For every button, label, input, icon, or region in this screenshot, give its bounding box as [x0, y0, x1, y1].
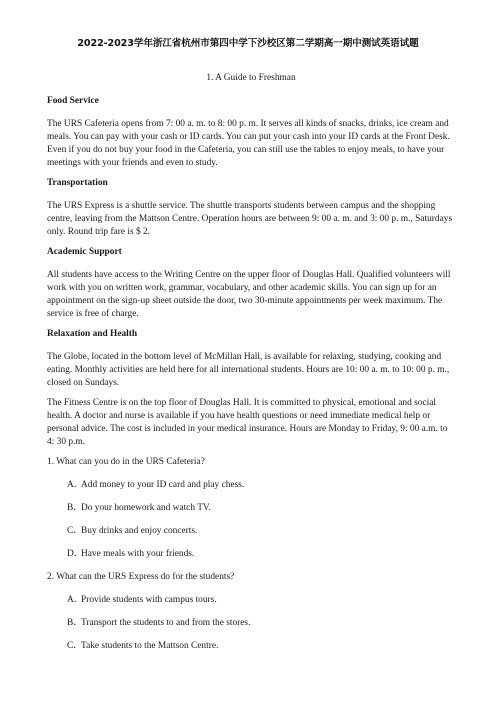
option-text: Provide students with campus tours. — [81, 595, 217, 605]
section-transportation — [47, 177, 455, 239]
option-letter: B． — [67, 618, 83, 628]
option-list — [47, 479, 455, 561]
section-heading: Food Service — [47, 96, 99, 106]
option-text: Add money to your ID card and play chess. — [81, 480, 245, 490]
question-stem: 2. What can the URS Express do for the students? — [47, 572, 235, 582]
option-text: Do your homework and watch TV. — [81, 503, 211, 513]
question-stem: 1. What can you do in the URS Cafeteria? — [47, 457, 205, 467]
option-letter: D． — [67, 549, 84, 559]
option-letter: C． — [67, 526, 83, 536]
option-letter: A． — [67, 595, 84, 605]
question-2 — [47, 571, 455, 653]
option-list — [47, 594, 455, 653]
option-text: Transport the students to and from the stores. — [81, 618, 251, 628]
section-heading: Academic Support — [47, 247, 122, 257]
option-c — [67, 525, 455, 538]
option-c — [67, 640, 455, 653]
section-academic-support — [47, 246, 455, 321]
exam-content — [47, 72, 455, 663]
exam-title: 2022-2023学年浙江省杭州市第四中学下沙校区第二学期高一期中测试英语试题 — [77, 38, 419, 49]
section-paragraph: The URS Express is a shuttle service. The shuttle transports students between campus and the shopping centre, leaving from the Mattson Centre. Operation hours are between 9: 00 a. m. and 3: 00 p. m., Saturdays only. Round trip fare is $ 2. — [47, 201, 453, 237]
section-food-service — [47, 95, 455, 170]
section-paragraph: The Fitness Centre is on the top floor of Douglas Hall. It is committed to physical, emotional and social health. A doctor and nurse is available if you have health questions or need immediate medical help or personal advice. The cost is included in your medical insurance. Hours are Monday to Friday, 9: 00 a.m. to 4: 30 p.m. — [47, 398, 448, 447]
option-d — [67, 548, 455, 561]
question-1 — [47, 456, 455, 561]
option-text: Buy drinks and enjoy concerts. — [81, 526, 198, 536]
section-relaxation-health — [47, 328, 455, 449]
option-text: Have meals with your friends. — [81, 549, 195, 559]
option-a — [67, 594, 455, 607]
section-paragraph: The Globe, located in the bottom level of McMillan Hall, is available for relaxing, studying, cooking and eating. Monthly activities are held here for all international students. Hours are 10: 00 a. m. to 10: 00 p. m., closed on Sundays. — [47, 352, 450, 388]
option-letter: B． — [67, 503, 83, 513]
section-heading: Transportation — [47, 178, 108, 188]
option-b — [67, 617, 455, 630]
section-heading: Relaxation and Health — [47, 329, 138, 339]
section-paragraph: All students have access to the Writing Centre on the upper floor of Douglas Hall. Qualified volunteers will work with you on written work, grammar, vocabulary, and other academic skills. You can sign up for an appointment on the sign-up sheet outside the door, two 30-minute appointments per week maximum. The service is free of charge. — [47, 270, 451, 319]
option-a — [67, 479, 455, 492]
option-letter: A． — [67, 480, 84, 490]
passage-title: 1. A Guide to Freshman — [206, 73, 296, 83]
section-paragraph: The URS Cafeteria opens from 7: 00 a. m. to 8: 00 p. m. It serves all kinds of snacks, drinks, ice cream and meals. You can pay with your cash or ID cards. You can put your cash into your ID cards at the Front Desk. Even if you do not buy your food in the Cafeteria, you can still use the tables to enjoy meals, to have your meetings with your friends and even to study. — [47, 119, 450, 168]
option-text: Take students to the Mattson Centre. — [81, 641, 219, 651]
option-letter: C． — [67, 641, 83, 651]
option-b — [67, 502, 455, 515]
